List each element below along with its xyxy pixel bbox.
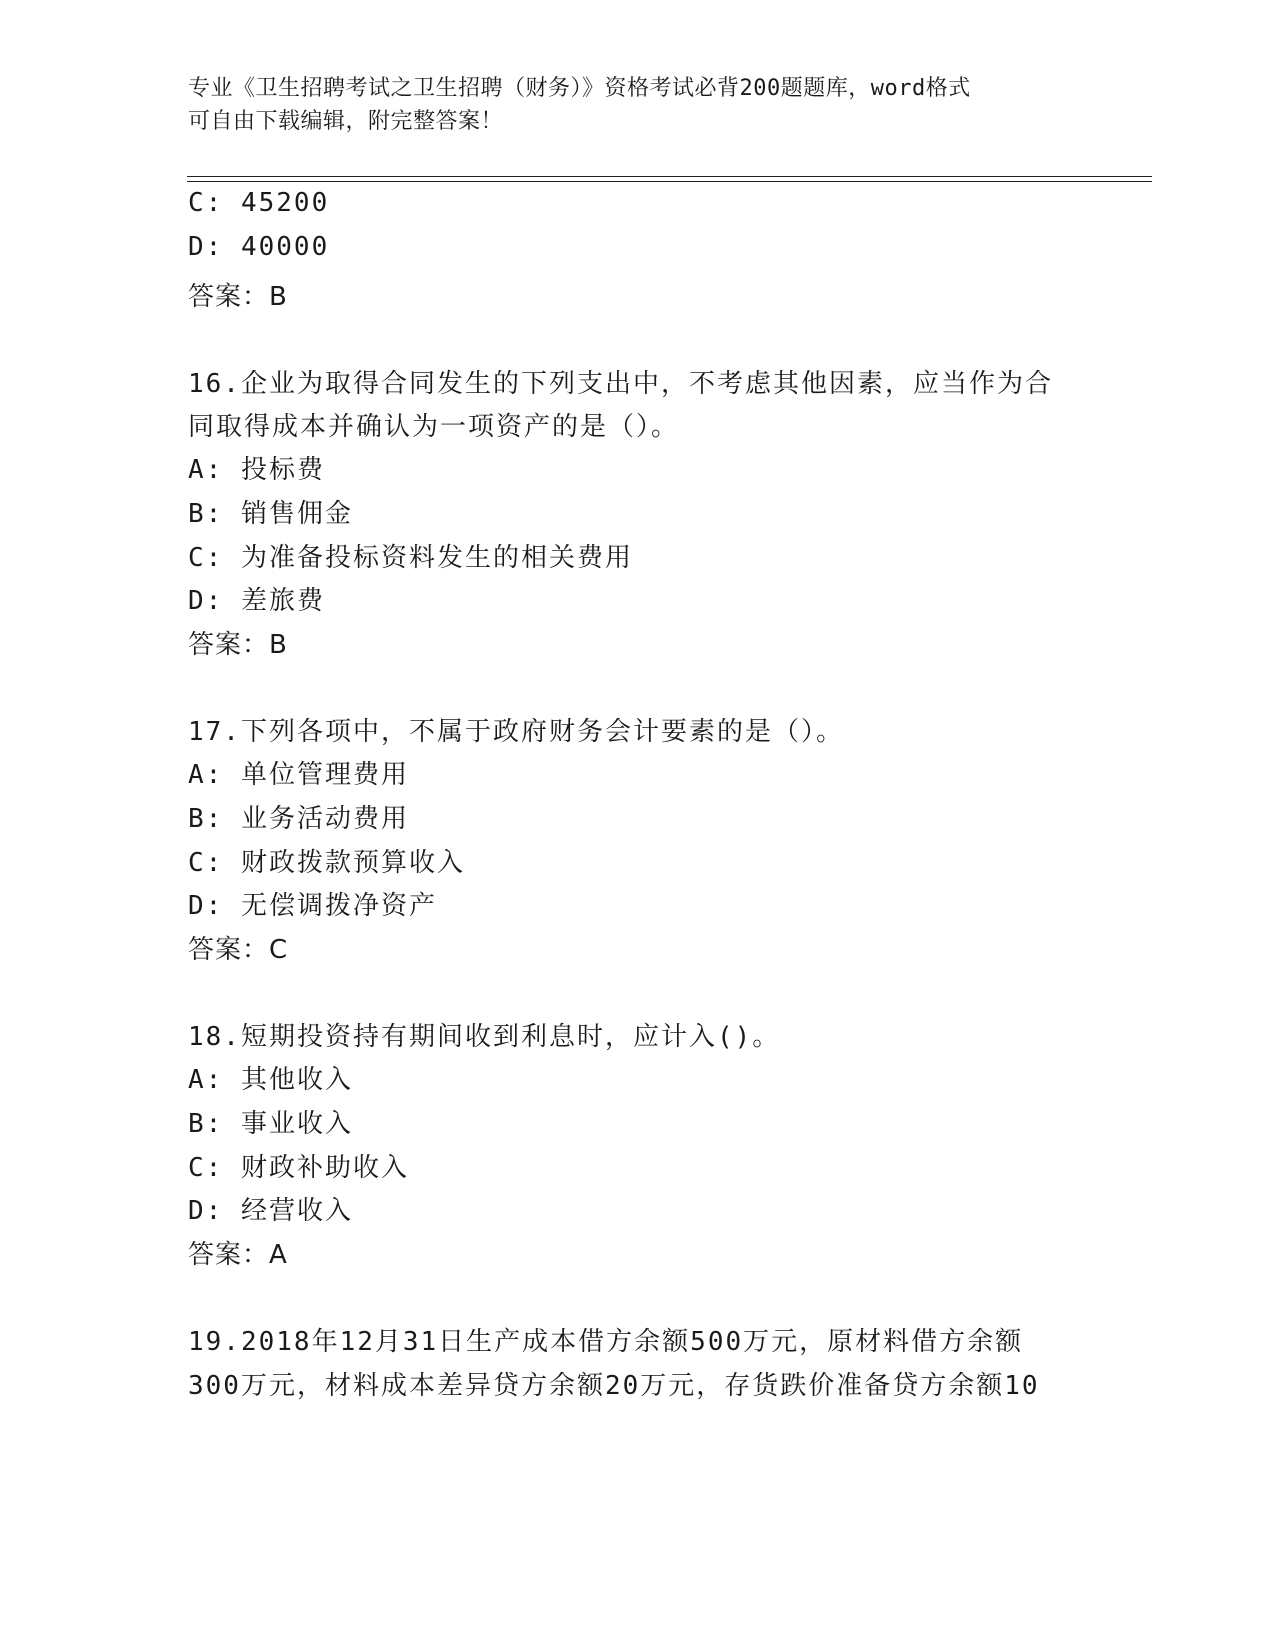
header-line-1: 专业《卫生招聘考试之卫生招聘（财务）》资格考试必背200题题库，word格式 bbox=[188, 76, 971, 101]
q17-option-a: A: 单位管理费用 bbox=[188, 760, 409, 790]
prev-option-c: C: 45200 bbox=[188, 188, 330, 218]
header-line-2: 可自由下载编辑，附完整答案！ bbox=[188, 109, 504, 134]
q16-stem-line-2: 同取得成本并确认为一项资产的是（）。 bbox=[188, 412, 680, 442]
header-divider-bottom bbox=[187, 181, 1152, 182]
q18-option-b: B: 事业收入 bbox=[188, 1109, 353, 1139]
q19-stem-line-1: 19.2018年12月31日生产成本借方余额500万元，原材料借方余额 bbox=[188, 1327, 1024, 1357]
q16-option-b: B: 销售佣金 bbox=[188, 499, 353, 529]
q17-stem-line-1: 17.下列各项中，不属于政府财务会计要素的是（）。 bbox=[188, 717, 844, 747]
q16-option-c: C: 为准备投标资料发生的相关费用 bbox=[188, 543, 633, 573]
q16-stem-line-1: 16.企业为取得合同发生的下列支出中，不考虑其他因素，应当作为合 bbox=[188, 369, 1053, 399]
q17-option-d: D: 无偿调拨净资产 bbox=[188, 891, 437, 921]
q17-option-b: B: 业务活动费用 bbox=[188, 804, 409, 834]
q16-answer: 答案：B bbox=[188, 630, 288, 660]
prev-option-d: D: 40000 bbox=[188, 232, 330, 262]
q18-option-c: C: 财政补助收入 bbox=[188, 1153, 409, 1183]
q17-option-c: C: 财政拨款预算收入 bbox=[188, 848, 465, 878]
prev-answer: 答案：B bbox=[188, 282, 288, 312]
header-divider-top bbox=[187, 176, 1152, 177]
q19-stem-line-2: 300万元，材料成本差异贷方余额20万元，存货跌价准备贷方余额10 bbox=[188, 1371, 1040, 1401]
document-header bbox=[188, 72, 1068, 138]
q17-answer: 答案：C bbox=[188, 935, 289, 965]
q18-option-d: D: 经营收入 bbox=[188, 1196, 353, 1226]
q18-option-a: A: 其他收入 bbox=[188, 1065, 353, 1095]
q18-answer: 答案：A bbox=[188, 1240, 288, 1270]
q16-option-a: A: 投标费 bbox=[188, 455, 325, 485]
q16-option-d: D: 差旅费 bbox=[188, 586, 325, 616]
q18-stem-line-1: 18.短期投资持有期间收到利息时，应计入()。 bbox=[188, 1022, 781, 1052]
